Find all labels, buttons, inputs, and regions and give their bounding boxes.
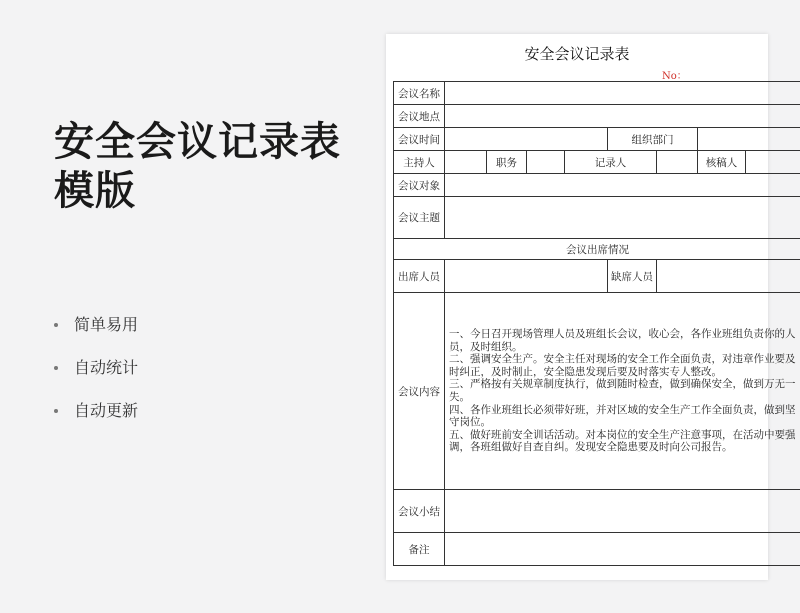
label-meeting-place: 会议地点 (394, 105, 445, 128)
label-meeting-name: 会议名称 (394, 82, 445, 105)
attendance-header: 会议出席情况 (394, 239, 800, 260)
attendees-field[interactable] (445, 260, 608, 293)
content-paragraph: 五、做好班前安全训话活动。对本岗位的安全生产注意事项，在活动中要强调，各班组做好自查自纠。发现安全隐患要及时向公司报告。 (449, 428, 796, 454)
content-paragraph: 一、今日召开现场管理人员及班组长会议，收心会，各作业班组负责你的人员，及时组织。 (449, 328, 796, 353)
label-org-dept: 组织部门 (608, 128, 698, 151)
label-subject: 会议主题 (394, 197, 445, 239)
org-dept-field[interactable] (698, 128, 800, 151)
feature-item (52, 355, 138, 398)
label-recorder: 记录人 (565, 151, 657, 174)
promo-title (54, 118, 341, 216)
sheet-title: 安全会议记录表 (524, 45, 630, 63)
meeting-time-field[interactable] (445, 128, 608, 151)
content-paragraph: 二、强调安全生产。安全主任对现场的安全工作全面负责，对违章作业要及时纠正，及时制止，安全隐患发现后要及时落实专人整改。 (449, 353, 796, 378)
remarks-field[interactable] (445, 533, 800, 566)
meeting-content-text[interactable] (445, 293, 800, 490)
label-reviewer: 核稿人 (698, 151, 746, 174)
promo-title-line2: 模版 (54, 168, 136, 214)
label-host: 主持人 (394, 151, 445, 174)
feature-label: 自动统计 (74, 358, 139, 377)
record-sheet (386, 34, 796, 580)
label-summary: 会议小结 (394, 490, 445, 533)
feature-list (52, 312, 138, 441)
record-form-table (393, 81, 800, 566)
recorder-field[interactable] (657, 151, 698, 174)
bullet-icon (54, 323, 58, 327)
absentees-field[interactable] (657, 260, 800, 293)
feature-label: 自动更新 (74, 401, 139, 420)
subject-field[interactable] (445, 197, 800, 239)
label-absentees: 缺席人员 (608, 260, 657, 293)
host-field[interactable] (445, 151, 487, 174)
meeting-name-field[interactable] (445, 82, 800, 105)
bullet-icon (54, 366, 58, 370)
label-meeting-time: 会议时间 (394, 128, 445, 151)
content-paragraph: 三、严格按有关规章制度执行，做到随时检查，做到确保安全，做到万无一失。 (449, 378, 796, 403)
feature-item (52, 312, 138, 355)
label-audience: 会议对象 (394, 174, 445, 197)
feature-item (52, 398, 138, 441)
meeting-place-field[interactable] (445, 105, 800, 128)
content-paragraph: 四、各作业班组长必须带好班，并对区域的安全生产工作全面负责，做到坚守岗位。 (449, 403, 796, 429)
bullet-icon (54, 409, 58, 413)
audience-field[interactable] (445, 174, 800, 197)
label-attendees: 出席人员 (394, 260, 445, 293)
label-remarks: 备注 (394, 533, 445, 566)
summary-field[interactable] (445, 490, 800, 533)
feature-label: 简单易用 (74, 315, 139, 334)
label-position: 职务 (487, 151, 527, 174)
sheet-number-label: No： (662, 71, 687, 82)
promo-title-line1: 安全会议记录表 (54, 119, 341, 165)
reviewer-field[interactable] (746, 151, 800, 174)
position-field[interactable] (527, 151, 565, 174)
label-content: 会议内容 (394, 293, 445, 490)
